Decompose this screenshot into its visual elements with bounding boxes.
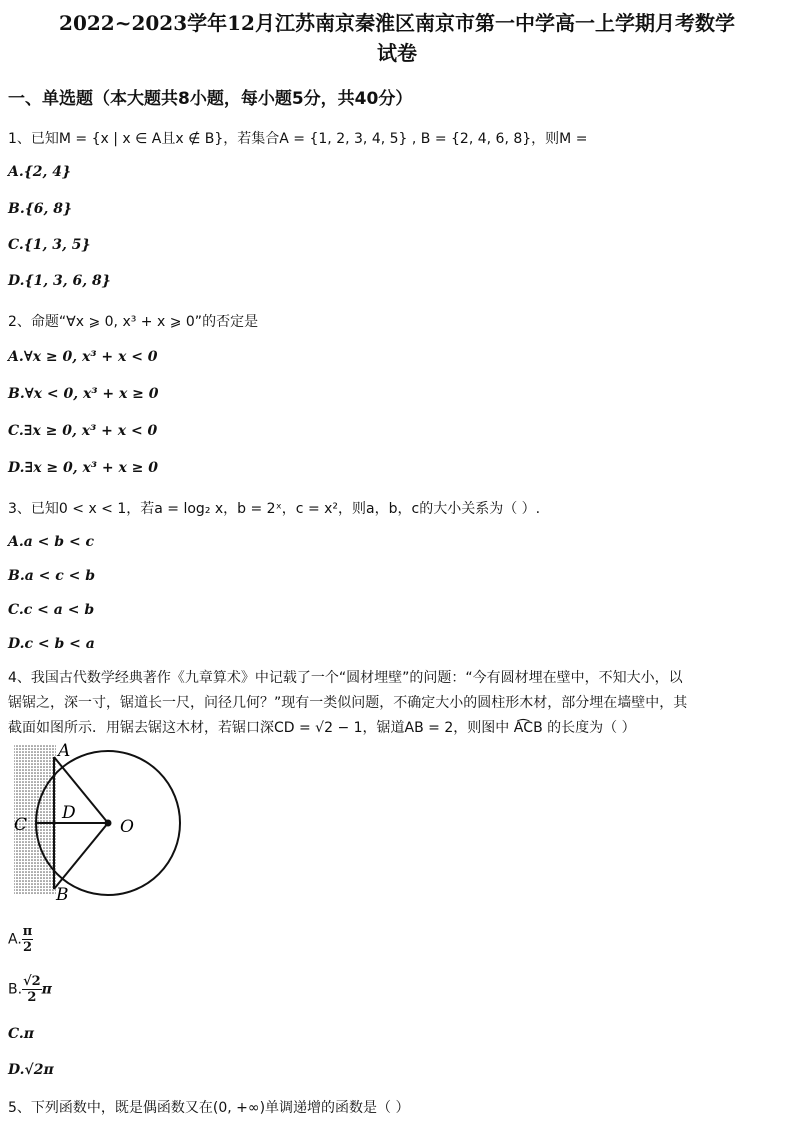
q2-option-b: B.∀x < 0, x³ + x ≥ 0 [8, 386, 159, 402]
radius-ob [54, 823, 108, 889]
q4-option-c: C.π [8, 1026, 35, 1042]
q1-option-a: A.{2, 4} [8, 164, 71, 180]
q2-option-c: C.∃x ≥ 0, x³ + x < 0 [8, 423, 158, 439]
label-a: A [58, 742, 71, 761]
q4-figure-circle-in-wall [10, 742, 190, 902]
q3-option-d: D.c < b < a [8, 636, 95, 652]
q4-option-b [8, 974, 52, 1005]
q3-option-c: C.c < a < b [8, 602, 95, 618]
q4-option-b-den: 2 [27, 990, 37, 1005]
q4-stem-line-3: 截面如图所示．用锯去锯这木材，若锯口深CD = √2 − 1，锯道AB = 2，则图中 A͡CB 的长度为（ ） [8, 720, 636, 736]
page-title [0, 8, 794, 68]
center-point [105, 820, 112, 827]
title-line-1: 2022~2023学年12月江苏南京秦淮区南京市第一中学高一上学期月考数学 [59, 11, 735, 35]
q5-stem: 5、下列函数中，既是偶函数又在(0, +∞)单调递增的函数是（ ） [8, 1100, 410, 1116]
label-b: B [56, 885, 69, 902]
q4-option-a-num: π [22, 924, 33, 939]
q1-option-c: C.{1, 3, 5} [8, 237, 91, 253]
q4-option-a-den: 2 [23, 940, 33, 955]
q4-stem-line-1: 4、我国古代数学经典著作《九章算术》中记载了一个“圆材埋壁”的问题：“今有圆材埋在壁中，不知大小，以 [8, 670, 683, 686]
q4-stem [8, 666, 786, 741]
q4-option-d: D.√2π [8, 1062, 54, 1078]
q3-option-a: A.a < b < c [8, 534, 95, 550]
q4-option-b-suffix: π [41, 981, 52, 998]
q1-option-b: B.{6, 8} [8, 201, 72, 217]
q1-stem: 1、已知M = {x | x ∈ A且x ∉ B}，若集合A = {1, 2, 3, 4, 5} , B = {2, 4, 6, 8}，则M = [8, 131, 588, 147]
q4-option-b-fraction [22, 974, 42, 1005]
q4-option-a-prefix: A. [8, 931, 22, 948]
section-heading: 一、单选题（本大题共8小题，每小题5分，共40分） [8, 89, 413, 109]
q1-option-d: D.{1, 3, 6, 8} [8, 273, 111, 289]
label-c: C [14, 815, 28, 835]
q4-option-b-prefix: B. [8, 981, 23, 998]
q4-option-a [8, 924, 33, 955]
q3-option-b: B.a < c < b [8, 568, 96, 584]
label-d: D [62, 803, 76, 823]
q4-stem-line-2: 锯锯之，深一寸，锯道长一尺，问径几何？”现有一类似问题，不确定大小的圆柱形木材，部分埋在墙壁中，其 [8, 695, 688, 711]
title-line-2: 试卷 [377, 41, 417, 65]
q4-option-b-num: √2 [23, 974, 41, 989]
q2-option-a: A.∀x ≥ 0, x³ + x < 0 [8, 349, 158, 365]
q2-stem: 2、命题“∀x ⩾ 0, x³ + x ⩾ 0”的否定是 [8, 314, 259, 330]
label-o: O [120, 817, 134, 837]
q4-option-a-fraction [22, 924, 34, 955]
q2-option-d: D.∃x ≥ 0, x³ + x ≥ 0 [8, 460, 159, 476]
q3-stem: 3、已知0 < x < 1，若a = log₂ x，b = 2ˣ，c = x²，则a，b，c的大小关系为（ ）. [8, 501, 541, 517]
